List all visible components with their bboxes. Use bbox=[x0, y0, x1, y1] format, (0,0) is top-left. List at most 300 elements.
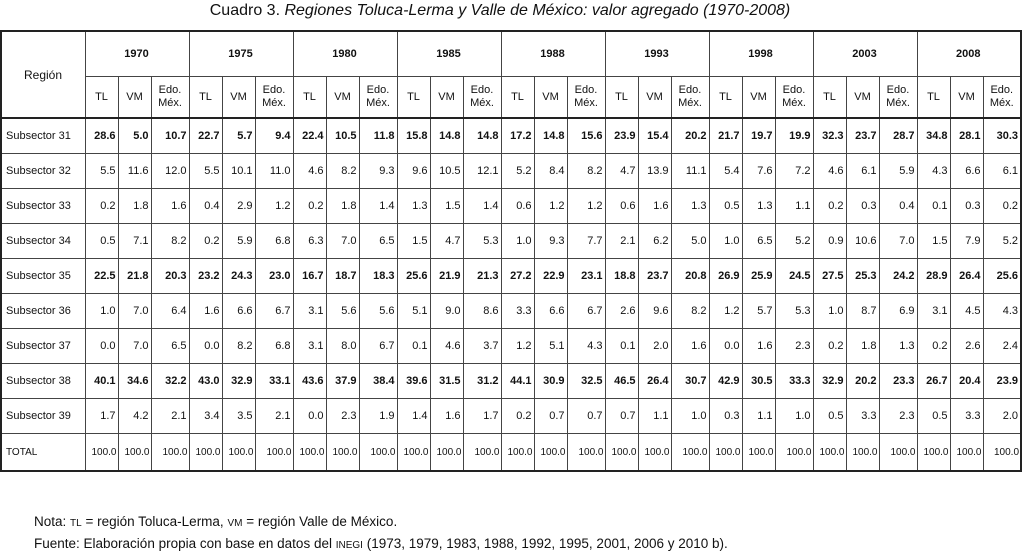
value-cell: 2.3 bbox=[326, 399, 359, 434]
row-label: Subsector 36 bbox=[1, 294, 85, 329]
note-line bbox=[34, 512, 728, 534]
value-cell: 27.5 bbox=[813, 259, 846, 294]
value-cell: 100.0 bbox=[463, 434, 501, 472]
value-cell: 0.0 bbox=[709, 329, 742, 364]
table-row bbox=[1, 364, 1021, 399]
value-cell: 14.8 bbox=[534, 118, 567, 154]
value-cell: 1.5 bbox=[917, 224, 950, 259]
column-subheader: VM bbox=[742, 77, 775, 119]
value-cell: 1.6 bbox=[151, 189, 189, 224]
value-cell: 34.6 bbox=[118, 364, 151, 399]
value-cell: 3.3 bbox=[950, 399, 983, 434]
value-cell: 6.5 bbox=[151, 329, 189, 364]
value-cell: 23.1 bbox=[567, 259, 605, 294]
value-cell: 2.1 bbox=[255, 399, 293, 434]
value-cell: 5.7 bbox=[742, 294, 775, 329]
caption-prefix: Cuadro 3. bbox=[209, 2, 281, 19]
column-subheader: Edo. Méx. bbox=[879, 77, 917, 119]
column-subheader: Edo. Méx. bbox=[983, 77, 1021, 119]
column-subheader: Edo. Méx. bbox=[255, 77, 293, 119]
row-label: Subsector 31 bbox=[1, 118, 85, 154]
value-cell: 21.8 bbox=[118, 259, 151, 294]
value-cell: 1.6 bbox=[671, 329, 709, 364]
value-cell: 46.5 bbox=[605, 364, 638, 399]
value-cell: 1.3 bbox=[879, 329, 917, 364]
value-cell: 5.1 bbox=[534, 329, 567, 364]
value-cell: 3.5 bbox=[222, 399, 255, 434]
table-row bbox=[1, 399, 1021, 434]
row-label: Subsector 35 bbox=[1, 259, 85, 294]
value-cell: 100.0 bbox=[671, 434, 709, 472]
value-cell: 0.3 bbox=[846, 189, 879, 224]
value-cell: 28.1 bbox=[950, 118, 983, 154]
year-header: 2003 bbox=[813, 31, 917, 77]
value-cell: 100.0 bbox=[430, 434, 463, 472]
value-cell: 34.8 bbox=[917, 118, 950, 154]
value-cell: 2.3 bbox=[879, 399, 917, 434]
value-cell: 1.8 bbox=[118, 189, 151, 224]
value-cell: 11.0 bbox=[255, 154, 293, 189]
value-cell: 27.2 bbox=[501, 259, 534, 294]
value-cell: 2.0 bbox=[638, 329, 671, 364]
value-cell: 100.0 bbox=[326, 434, 359, 472]
vm-abbr: VM bbox=[227, 518, 243, 529]
value-cell: 100.0 bbox=[950, 434, 983, 472]
value-cell: 9.0 bbox=[430, 294, 463, 329]
value-cell: 14.8 bbox=[463, 118, 501, 154]
year-header: 1970 bbox=[85, 31, 189, 77]
value-cell: 4.2 bbox=[118, 399, 151, 434]
value-cell: 7.9 bbox=[950, 224, 983, 259]
value-cell: 0.1 bbox=[397, 329, 430, 364]
value-cell: 4.7 bbox=[430, 224, 463, 259]
value-cell: 100.0 bbox=[983, 434, 1021, 472]
value-cell: 7.0 bbox=[118, 329, 151, 364]
table-caption bbox=[0, 0, 1000, 24]
value-cell: 3.3 bbox=[846, 399, 879, 434]
value-cell: 0.6 bbox=[501, 189, 534, 224]
value-cell: 100.0 bbox=[189, 434, 222, 472]
value-cell: 5.0 bbox=[118, 118, 151, 154]
value-cell: 4.3 bbox=[983, 294, 1021, 329]
year-header: 1988 bbox=[501, 31, 605, 77]
value-cell: 7.7 bbox=[567, 224, 605, 259]
column-subheader: TL bbox=[709, 77, 742, 119]
table-row bbox=[1, 154, 1021, 189]
value-cell: 3.1 bbox=[293, 329, 326, 364]
value-cell: 1.0 bbox=[85, 294, 118, 329]
column-subheader: Edo. Méx. bbox=[359, 77, 397, 119]
value-cell: 1.0 bbox=[775, 399, 813, 434]
value-cell: 8.2 bbox=[222, 329, 255, 364]
value-cell: 15.6 bbox=[567, 118, 605, 154]
value-cell: 0.0 bbox=[189, 329, 222, 364]
value-cell: 30.5 bbox=[742, 364, 775, 399]
value-cell: 22.5 bbox=[85, 259, 118, 294]
value-cell: 5.0 bbox=[671, 224, 709, 259]
row-label: TOTAL bbox=[1, 434, 85, 472]
column-subheader: VM bbox=[846, 77, 879, 119]
value-cell: 100.0 bbox=[709, 434, 742, 472]
source-prefix: Fuente: Elaboración propia con base en datos del bbox=[34, 536, 332, 551]
value-cell: 4.3 bbox=[917, 154, 950, 189]
value-cell: 6.9 bbox=[879, 294, 917, 329]
value-cell: 3.1 bbox=[293, 294, 326, 329]
value-cell: 6.7 bbox=[567, 294, 605, 329]
value-cell: 1.0 bbox=[709, 224, 742, 259]
value-cell: 0.2 bbox=[983, 189, 1021, 224]
value-cell: 6.8 bbox=[255, 224, 293, 259]
value-cell: 100.0 bbox=[605, 434, 638, 472]
column-subheader: VM bbox=[222, 77, 255, 119]
column-subheader: Edo. Méx. bbox=[463, 77, 501, 119]
region-header: Región bbox=[1, 31, 85, 118]
value-cell: 6.5 bbox=[742, 224, 775, 259]
value-cell: 100.0 bbox=[813, 434, 846, 472]
table-body bbox=[1, 118, 1021, 471]
value-cell: 9.4 bbox=[255, 118, 293, 154]
value-cell: 6.6 bbox=[950, 154, 983, 189]
value-cell: 23.2 bbox=[189, 259, 222, 294]
value-cell: 1.8 bbox=[846, 329, 879, 364]
value-cell: 8.2 bbox=[151, 224, 189, 259]
column-subheader: TL bbox=[85, 77, 118, 119]
value-cell: 1.2 bbox=[709, 294, 742, 329]
value-cell: 5.3 bbox=[775, 294, 813, 329]
value-cell: 1.2 bbox=[501, 329, 534, 364]
column-subheader: VM bbox=[638, 77, 671, 119]
value-cell: 0.2 bbox=[293, 189, 326, 224]
column-subheader: VM bbox=[534, 77, 567, 119]
value-cell: 0.2 bbox=[917, 329, 950, 364]
table-row bbox=[1, 329, 1021, 364]
value-cell: 5.9 bbox=[879, 154, 917, 189]
column-subheader: VM bbox=[326, 77, 359, 119]
value-cell: 0.2 bbox=[813, 189, 846, 224]
value-cell: 1.5 bbox=[397, 224, 430, 259]
value-cell: 6.5 bbox=[359, 224, 397, 259]
value-cell: 43.0 bbox=[189, 364, 222, 399]
value-cell: 1.5 bbox=[430, 189, 463, 224]
value-cell: 5.6 bbox=[359, 294, 397, 329]
value-cell: 5.1 bbox=[397, 294, 430, 329]
value-cell: 18.8 bbox=[605, 259, 638, 294]
column-subheader: TL bbox=[813, 77, 846, 119]
table-row bbox=[1, 294, 1021, 329]
value-cell: 8.0 bbox=[326, 329, 359, 364]
value-cell: 0.5 bbox=[85, 224, 118, 259]
value-cell: 8.2 bbox=[326, 154, 359, 189]
value-added-table bbox=[0, 30, 1022, 472]
value-cell: 1.6 bbox=[638, 189, 671, 224]
value-cell: 20.2 bbox=[671, 118, 709, 154]
value-cell: 26.4 bbox=[638, 364, 671, 399]
value-cell: 11.8 bbox=[359, 118, 397, 154]
value-cell: 30.9 bbox=[534, 364, 567, 399]
value-cell: 3.1 bbox=[917, 294, 950, 329]
value-cell: 2.6 bbox=[605, 294, 638, 329]
value-cell: 1.4 bbox=[463, 189, 501, 224]
value-cell: 100.0 bbox=[638, 434, 671, 472]
value-cell: 18.7 bbox=[326, 259, 359, 294]
value-cell: 100.0 bbox=[879, 434, 917, 472]
value-cell: 30.7 bbox=[671, 364, 709, 399]
value-cell: 6.7 bbox=[359, 329, 397, 364]
column-subheader: TL bbox=[917, 77, 950, 119]
value-cell: 6.3 bbox=[293, 224, 326, 259]
column-subheader: TL bbox=[293, 77, 326, 119]
value-cell: 32.9 bbox=[222, 364, 255, 399]
value-cell: 0.7 bbox=[605, 399, 638, 434]
value-cell: 0.7 bbox=[567, 399, 605, 434]
value-cell: 23.7 bbox=[638, 259, 671, 294]
table-row bbox=[1, 259, 1021, 294]
value-cell: 23.9 bbox=[605, 118, 638, 154]
value-cell: 1.6 bbox=[742, 329, 775, 364]
value-cell: 15.4 bbox=[638, 118, 671, 154]
value-cell: 1.2 bbox=[255, 189, 293, 224]
value-cell: 5.2 bbox=[983, 224, 1021, 259]
year-header-row bbox=[1, 31, 1021, 77]
column-subheader: Edo. Méx. bbox=[151, 77, 189, 119]
value-cell: 4.3 bbox=[567, 329, 605, 364]
row-label: Subsector 37 bbox=[1, 329, 85, 364]
value-cell: 6.6 bbox=[534, 294, 567, 329]
value-cell: 10.5 bbox=[326, 118, 359, 154]
value-cell: 0.0 bbox=[85, 329, 118, 364]
value-cell: 24.3 bbox=[222, 259, 255, 294]
value-cell: 23.7 bbox=[846, 118, 879, 154]
value-cell: 6.2 bbox=[638, 224, 671, 259]
subheader-row bbox=[1, 77, 1021, 119]
value-cell: 28.6 bbox=[85, 118, 118, 154]
row-label: Subsector 33 bbox=[1, 189, 85, 224]
value-cell: 7.2 bbox=[775, 154, 813, 189]
value-cell: 100.0 bbox=[118, 434, 151, 472]
value-cell: 1.4 bbox=[359, 189, 397, 224]
column-subheader: TL bbox=[501, 77, 534, 119]
value-cell: 21.7 bbox=[709, 118, 742, 154]
value-cell: 11.1 bbox=[671, 154, 709, 189]
source-line bbox=[34, 534, 728, 556]
value-cell: 4.7 bbox=[605, 154, 638, 189]
column-subheader: VM bbox=[118, 77, 151, 119]
value-cell: 0.2 bbox=[85, 189, 118, 224]
value-cell: 43.6 bbox=[293, 364, 326, 399]
value-cell: 0.2 bbox=[501, 399, 534, 434]
value-cell: 9.6 bbox=[638, 294, 671, 329]
value-cell: 17.2 bbox=[501, 118, 534, 154]
value-cell: 39.6 bbox=[397, 364, 430, 399]
value-cell: 1.1 bbox=[775, 189, 813, 224]
year-header: 1985 bbox=[397, 31, 501, 77]
value-cell: 10.1 bbox=[222, 154, 255, 189]
value-cell: 1.4 bbox=[397, 399, 430, 434]
table-row bbox=[1, 434, 1021, 472]
value-cell: 25.3 bbox=[846, 259, 879, 294]
tl-abbr: TL bbox=[70, 518, 82, 529]
row-label: Subsector 39 bbox=[1, 399, 85, 434]
value-cell: 2.6 bbox=[950, 329, 983, 364]
value-cell: 100.0 bbox=[742, 434, 775, 472]
value-cell: 1.6 bbox=[430, 399, 463, 434]
value-cell: 5.5 bbox=[189, 154, 222, 189]
value-cell: 22.4 bbox=[293, 118, 326, 154]
value-cell: 100.0 bbox=[534, 434, 567, 472]
value-cell: 22.9 bbox=[534, 259, 567, 294]
value-cell: 6.6 bbox=[222, 294, 255, 329]
value-cell: 20.8 bbox=[671, 259, 709, 294]
value-cell: 31.5 bbox=[430, 364, 463, 399]
tl-definition: = región Toluca-Lerma, bbox=[85, 514, 224, 529]
value-cell: 21.9 bbox=[430, 259, 463, 294]
value-cell: 100.0 bbox=[255, 434, 293, 472]
column-subheader: VM bbox=[430, 77, 463, 119]
value-cell: 16.7 bbox=[293, 259, 326, 294]
vm-definition: = región Valle de México. bbox=[246, 514, 398, 529]
value-cell: 2.4 bbox=[983, 329, 1021, 364]
value-cell: 5.6 bbox=[326, 294, 359, 329]
value-cell: 10.6 bbox=[846, 224, 879, 259]
value-cell: 1.0 bbox=[813, 294, 846, 329]
value-cell: 0.4 bbox=[189, 189, 222, 224]
value-cell: 10.7 bbox=[151, 118, 189, 154]
source-years: (1973, 1979, 1983, 1988, 1992, 1995, 2001, 2006 y 2010 b). bbox=[366, 536, 728, 551]
value-cell: 26.7 bbox=[917, 364, 950, 399]
value-cell: 30.3 bbox=[983, 118, 1021, 154]
value-cell: 0.3 bbox=[709, 399, 742, 434]
table-row bbox=[1, 224, 1021, 259]
value-cell: 25.6 bbox=[397, 259, 430, 294]
value-cell: 100.0 bbox=[775, 434, 813, 472]
value-cell: 33.3 bbox=[775, 364, 813, 399]
value-cell: 1.3 bbox=[397, 189, 430, 224]
value-cell: 5.3 bbox=[463, 224, 501, 259]
value-cell: 8.6 bbox=[463, 294, 501, 329]
value-cell: 1.8 bbox=[326, 189, 359, 224]
year-header: 1998 bbox=[709, 31, 813, 77]
value-cell: 0.5 bbox=[813, 399, 846, 434]
value-cell: 0.4 bbox=[879, 189, 917, 224]
value-cell: 19.9 bbox=[775, 118, 813, 154]
value-cell: 1.2 bbox=[534, 189, 567, 224]
value-cell: 1.7 bbox=[463, 399, 501, 434]
value-cell: 0.2 bbox=[813, 329, 846, 364]
value-cell: 0.3 bbox=[950, 189, 983, 224]
value-cell: 4.6 bbox=[813, 154, 846, 189]
value-cell: 28.7 bbox=[879, 118, 917, 154]
value-cell: 100.0 bbox=[359, 434, 397, 472]
column-subheader: Edo. Méx. bbox=[567, 77, 605, 119]
value-cell: 3.3 bbox=[501, 294, 534, 329]
value-cell: 2.0 bbox=[983, 399, 1021, 434]
value-cell: 24.5 bbox=[775, 259, 813, 294]
value-cell: 2.9 bbox=[222, 189, 255, 224]
value-cell: 100.0 bbox=[846, 434, 879, 472]
value-cell: 100.0 bbox=[917, 434, 950, 472]
value-cell: 4.6 bbox=[430, 329, 463, 364]
value-cell: 0.7 bbox=[534, 399, 567, 434]
value-cell: 1.0 bbox=[671, 399, 709, 434]
column-subheader: TL bbox=[397, 77, 430, 119]
value-cell: 100.0 bbox=[501, 434, 534, 472]
column-subheader: TL bbox=[605, 77, 638, 119]
column-subheader: VM bbox=[950, 77, 983, 119]
note-prefix: Nota: bbox=[34, 514, 67, 529]
value-cell: 32.5 bbox=[567, 364, 605, 399]
value-cell: 5.5 bbox=[85, 154, 118, 189]
value-cell: 25.9 bbox=[742, 259, 775, 294]
value-cell: 22.7 bbox=[189, 118, 222, 154]
row-label: Subsector 38 bbox=[1, 364, 85, 399]
value-cell: 10.5 bbox=[430, 154, 463, 189]
value-cell: 33.1 bbox=[255, 364, 293, 399]
value-cell: 5.4 bbox=[709, 154, 742, 189]
year-header: 1980 bbox=[293, 31, 397, 77]
value-cell: 4.6 bbox=[293, 154, 326, 189]
value-cell: 1.6 bbox=[189, 294, 222, 329]
value-cell: 23.0 bbox=[255, 259, 293, 294]
table-row bbox=[1, 189, 1021, 224]
value-cell: 5.2 bbox=[501, 154, 534, 189]
value-cell: 15.8 bbox=[397, 118, 430, 154]
value-cell: 2.3 bbox=[775, 329, 813, 364]
value-cell: 5.7 bbox=[222, 118, 255, 154]
value-cell: 14.8 bbox=[430, 118, 463, 154]
value-cell: 0.5 bbox=[917, 399, 950, 434]
value-cell: 100.0 bbox=[151, 434, 189, 472]
value-cell: 23.3 bbox=[879, 364, 917, 399]
value-cell: 32.2 bbox=[151, 364, 189, 399]
row-label: Subsector 32 bbox=[1, 154, 85, 189]
value-cell: 8.2 bbox=[567, 154, 605, 189]
value-cell: 8.7 bbox=[846, 294, 879, 329]
caption-title: Regiones Toluca-Lerma y Valle de México: valor agregado (1970-2008) bbox=[284, 2, 791, 19]
value-cell: 31.2 bbox=[463, 364, 501, 399]
value-cell: 100.0 bbox=[397, 434, 430, 472]
year-header: 2008 bbox=[917, 31, 1021, 77]
value-cell: 32.3 bbox=[813, 118, 846, 154]
value-cell: 1.9 bbox=[359, 399, 397, 434]
column-subheader: Edo. Méx. bbox=[775, 77, 813, 119]
value-cell: 100.0 bbox=[85, 434, 118, 472]
value-cell: 1.2 bbox=[567, 189, 605, 224]
value-cell: 26.4 bbox=[950, 259, 983, 294]
value-cell: 18.3 bbox=[359, 259, 397, 294]
value-cell: 44.1 bbox=[501, 364, 534, 399]
value-cell: 25.6 bbox=[983, 259, 1021, 294]
value-cell: 0.0 bbox=[293, 399, 326, 434]
value-cell: 13.9 bbox=[638, 154, 671, 189]
value-cell: 1.1 bbox=[742, 399, 775, 434]
value-cell: 6.4 bbox=[151, 294, 189, 329]
value-cell: 8.4 bbox=[534, 154, 567, 189]
value-cell: 7.0 bbox=[326, 224, 359, 259]
value-cell: 20.4 bbox=[950, 364, 983, 399]
value-cell: 5.2 bbox=[775, 224, 813, 259]
value-cell: 3.7 bbox=[463, 329, 501, 364]
table-notes bbox=[34, 512, 728, 556]
value-cell: 9.6 bbox=[397, 154, 430, 189]
value-cell: 1.7 bbox=[85, 399, 118, 434]
value-cell: 12.0 bbox=[151, 154, 189, 189]
value-cell: 0.9 bbox=[813, 224, 846, 259]
value-cell: 9.3 bbox=[359, 154, 397, 189]
value-cell: 7.6 bbox=[742, 154, 775, 189]
value-cell: 7.1 bbox=[118, 224, 151, 259]
year-header: 1975 bbox=[189, 31, 293, 77]
value-cell: 100.0 bbox=[567, 434, 605, 472]
